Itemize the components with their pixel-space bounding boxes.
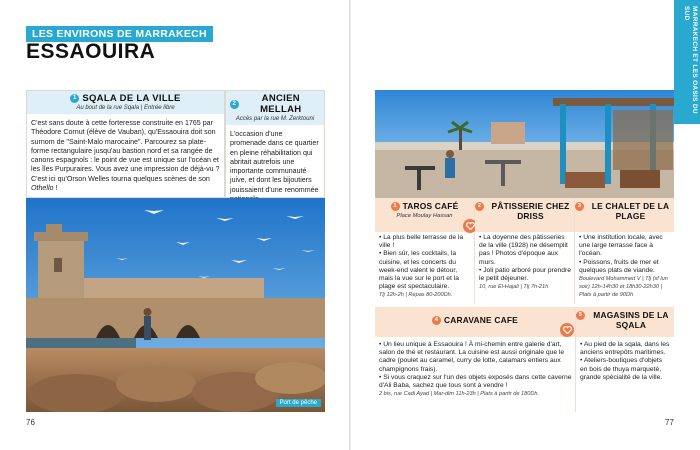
heart-icon — [560, 323, 574, 337]
place-card-4 — [375, 307, 576, 412]
mellah-subtitle: Accès par la rue M. Zerktouni — [235, 116, 315, 122]
sqala-name: SQALA DE LA VILLE — [82, 93, 181, 104]
number-badge: 1 — [70, 94, 79, 103]
place-text-1: • La plus belle terrasse de la ville ! • Bien sûr, les cocktails, la cuisine, et les concerts du week-end valent le détour, mais la vue sur le port et la plage est spectaculaire. Tlj 12h-2h | Repas 80-200Dh. — [379, 234, 471, 300]
section-label: LES ENVIRONS DE MARRAKECH — [26, 26, 213, 42]
place-info-3: Boulevard Mohammed V | Tlj (sf lun soir) 12h-14h30 et 18h30-22h30 | Plats à partir de 90Dh — [579, 276, 668, 299]
place-text-4: • Un lieu unique à Essaouira ! À mi-chemin entre galerie d'art, salon de thé et restaurant. La cuisine est aussi originale que le cadre (poulet au caramel, curry de lotte, calamars entiers aux champignons frais). • Si vous craquez sur l'un des objets exposés dans cette caverne d'Ali Baba, sachez que tous sont à vendre ! 2 bis, rue Cadi Ayad | Mar-dim 11h-23h | Plats à partir de 180Dh. — [379, 341, 572, 398]
side-tab-label: MARRAKECH ET LES OASIS DU SUD — [683, 6, 698, 114]
place-header-1 — [375, 198, 474, 232]
page-title: ESSAOUIRA — [26, 40, 156, 63]
place-header-3 — [575, 198, 674, 232]
place-header-5 — [576, 307, 674, 337]
place-subtitle-1: Place Moulay Hassan — [396, 212, 453, 219]
place-text-2: • La doyenne des pâtisseries de la ville (1928) ne désemplit pas ! Photos d'époque aux murs. • Joli patio arboré pour prendre le petit déjeuner. 10, rue El-Hajali | Tlj 7h-21h — [479, 234, 571, 291]
place-header-4 — [375, 307, 575, 337]
place-text-3: • Une institution locale, avec une large terrasse face à l'océan. • Poissons, fruits de mer et quelques plats de viande. Boulevard Mohammed V | Tlj (sf lun soir) 12h-14h30 et 18h30-22h30 | Plats à partir de 90Dh — [579, 234, 671, 300]
place-number-badge: 5 — [576, 311, 585, 320]
sqala-header — [27, 91, 224, 114]
mellah-name: ANCIEN MELLAH — [260, 93, 302, 115]
place-number-badge: 4 — [432, 316, 441, 325]
place-info-2: 10, rue El-Hajali | Tlj 7h-21h — [479, 284, 549, 291]
place-number-badge: 2 — [475, 202, 484, 211]
place-number-badge: 3 — [575, 202, 584, 211]
mellah-header — [226, 91, 324, 125]
sqala-text: C'est sans doute à cette forteresse construite en 1765 par Théodore Cornut (élève de Vauban), qu'Essaouira doit son surnom de "Saint-Malo marocaine". Parcourez sa plate-forme rectangulaire jusqu'au bastion nord et sa rangée de canons espagnols : le point de vue est unique sur l'océan et les îles Purpuraires. Vous avez une impression de déjà-vu ? C'est ici qu'Orson Welles tourna quelques scènes de son Othello ! — [31, 119, 220, 193]
port-photo — [26, 198, 325, 412]
mellah-box — [225, 90, 325, 198]
place-text-5: • Au pied de la sqala, dans les anciens entrepôts maritimes. • Ateliers-boutiques d'objets en bois de thuya marqueté, grande spécialité de la ville. — [580, 341, 670, 381]
place-info-1: Tlj 12h-2h | Repas 80-200Dh. — [379, 292, 453, 299]
terrace-photo — [375, 90, 674, 198]
place-card-5 — [576, 307, 674, 412]
mellah-text: L'occasion d'une promenade dans ce quartier en pleine réhabilitation qui abritait autrefois une importante communauté juive, et dont les bijoutiers jouissaient d'une renommée — [230, 130, 319, 194]
page-number-right: 77 — [665, 418, 674, 427]
page-number-left: 76 — [26, 418, 35, 427]
place-name-2: PÂTISSERIE CHEZ DRISS — [491, 201, 570, 221]
book-gutter — [349, 0, 351, 450]
photo-caption: Port de pêche — [276, 399, 321, 407]
terrace-illustration — [375, 90, 674, 198]
place-info-4: 2 bis, rue Cadi Ayad | Mar-dim 11h-23h | Plats à partir de 180Dh. — [379, 391, 540, 398]
place-card-2 — [475, 198, 575, 304]
place-name-1: TAROS CAFÉ — [402, 201, 459, 211]
place-name-3: LE CHALET DE LA PLAGE — [591, 201, 670, 221]
place-name-4: CARAVANE CAFE — [444, 315, 518, 325]
port-illustration — [26, 198, 325, 412]
sqala-subtitle: Au bout de la rue Sqala | Entrée libre — [76, 105, 175, 111]
side-tab — [674, 0, 700, 124]
number-badge: 2 — [230, 100, 239, 109]
place-card-3 — [575, 198, 674, 304]
place-number-badge: 1 — [391, 202, 400, 211]
sqala-box — [26, 90, 225, 198]
place-header-2 — [475, 198, 574, 232]
place-name-5: MAGASINS DE LA SQALA — [593, 310, 669, 330]
place-card-1 — [375, 198, 475, 304]
